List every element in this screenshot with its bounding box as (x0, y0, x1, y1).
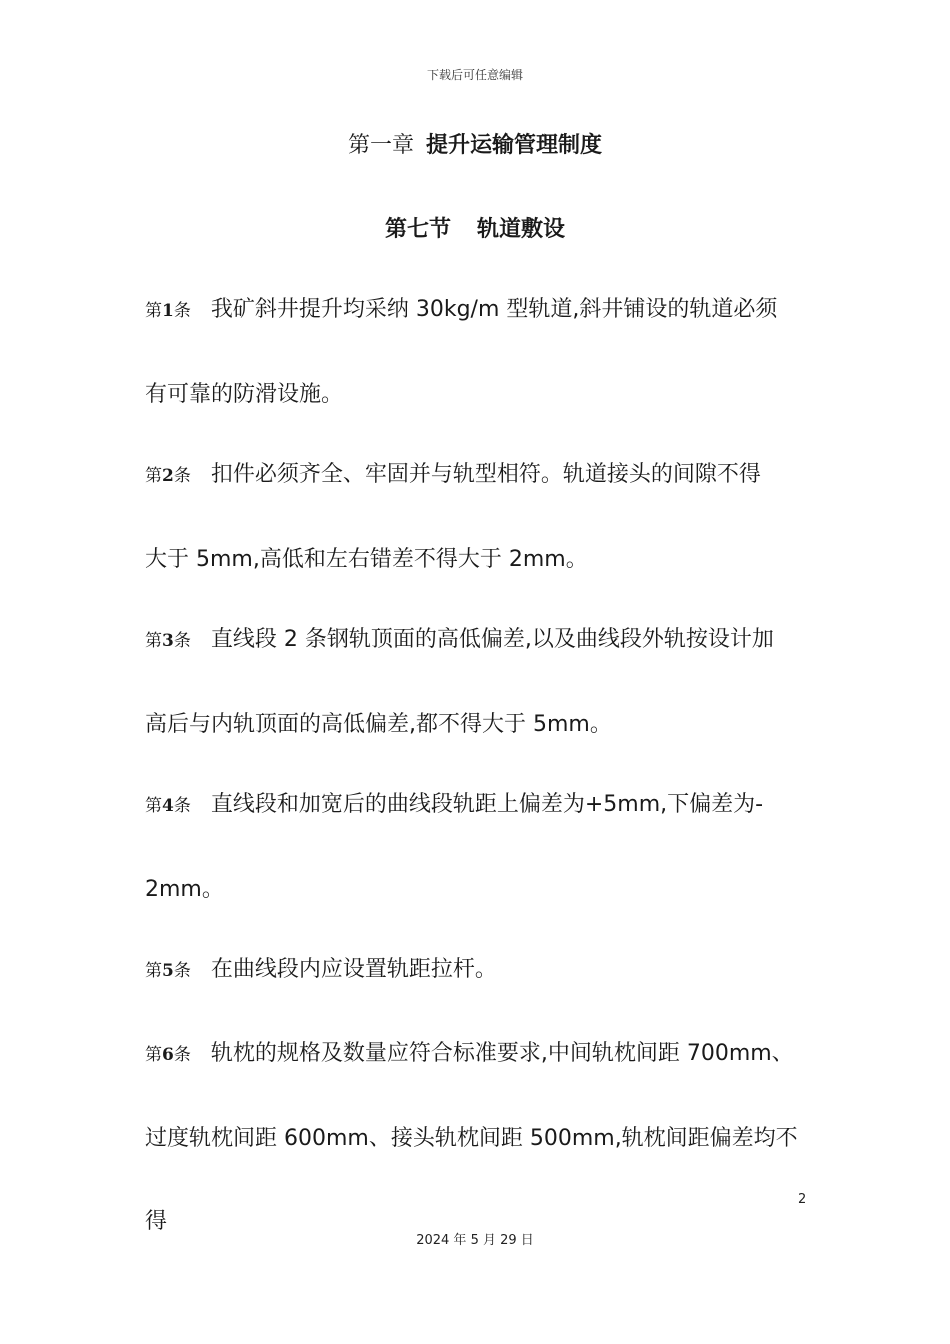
article-line: 有可靠的防滑设施。 (145, 382, 344, 407)
article-line (145, 598, 815, 683)
article-5 (145, 928, 815, 1013)
article-text: 轨枕的规格及数量应符合标准要求,中间轨枕间距 700mm、 (210, 1041, 794, 1066)
article-6 (145, 1012, 815, 1263)
chapter-number: 第一章 (347, 133, 414, 158)
article-text: 在曲线段内应设置轨距拉杆。 (210, 957, 497, 982)
article-text: 扣件必须齐全、牢固并与轨型相符。轨道接头的间隙不得 (210, 462, 761, 487)
article-line (145, 928, 815, 1013)
header-note: 下载后可任意编辑 (426, 68, 523, 82)
article-1 (145, 268, 815, 436)
footer-date: 2024 年 5 月 29 日 (416, 1233, 534, 1248)
article-number: 第3条 (145, 631, 191, 651)
article-number: 第4条 (145, 796, 191, 816)
article-4 (145, 763, 815, 931)
article-line: 过度轨枕间距 600mm、接头轨枕间距 500mm,轨枕间距偏差均不得 (145, 1126, 798, 1234)
article-line: 大于 5mm,高低和左右错差不得大于 2mm。 (145, 547, 588, 572)
article-line (145, 1012, 815, 1097)
section-number: 第七节 (384, 217, 451, 242)
article-number: 第6条 (145, 1045, 191, 1065)
article-number: 第5条 (145, 961, 191, 981)
chapter-name: 提升运输管理制度 (426, 133, 603, 158)
article-text: 直线段和加宽后的曲线段轨距上偏差为+5mm,下偏差为- (210, 792, 764, 817)
page-number: 2 (798, 1192, 807, 1207)
article-number: 第2条 (145, 466, 191, 486)
article-line (145, 763, 815, 848)
article-line (145, 268, 815, 353)
article-line: 2mm。 (145, 877, 224, 902)
section-name: 轨道敷设 (477, 217, 566, 242)
article-text: 直线段 2 条钢轨顶面的高低偏差,以及曲线段外轨按设计加 (210, 627, 774, 652)
article-3 (145, 598, 815, 766)
article-line: 高后与内轨顶面的高低偏差,都不得大于 5mm。 (145, 712, 612, 737)
section-title (0, 212, 950, 243)
chapter-title (0, 128, 950, 159)
article-line (145, 433, 815, 518)
article-2 (145, 433, 815, 601)
article-number: 第1条 (145, 301, 191, 321)
article-text: 我矿斜井提升均采纳 30kg/m 型轨道,斜井铺设的轨道必须 (210, 297, 778, 322)
